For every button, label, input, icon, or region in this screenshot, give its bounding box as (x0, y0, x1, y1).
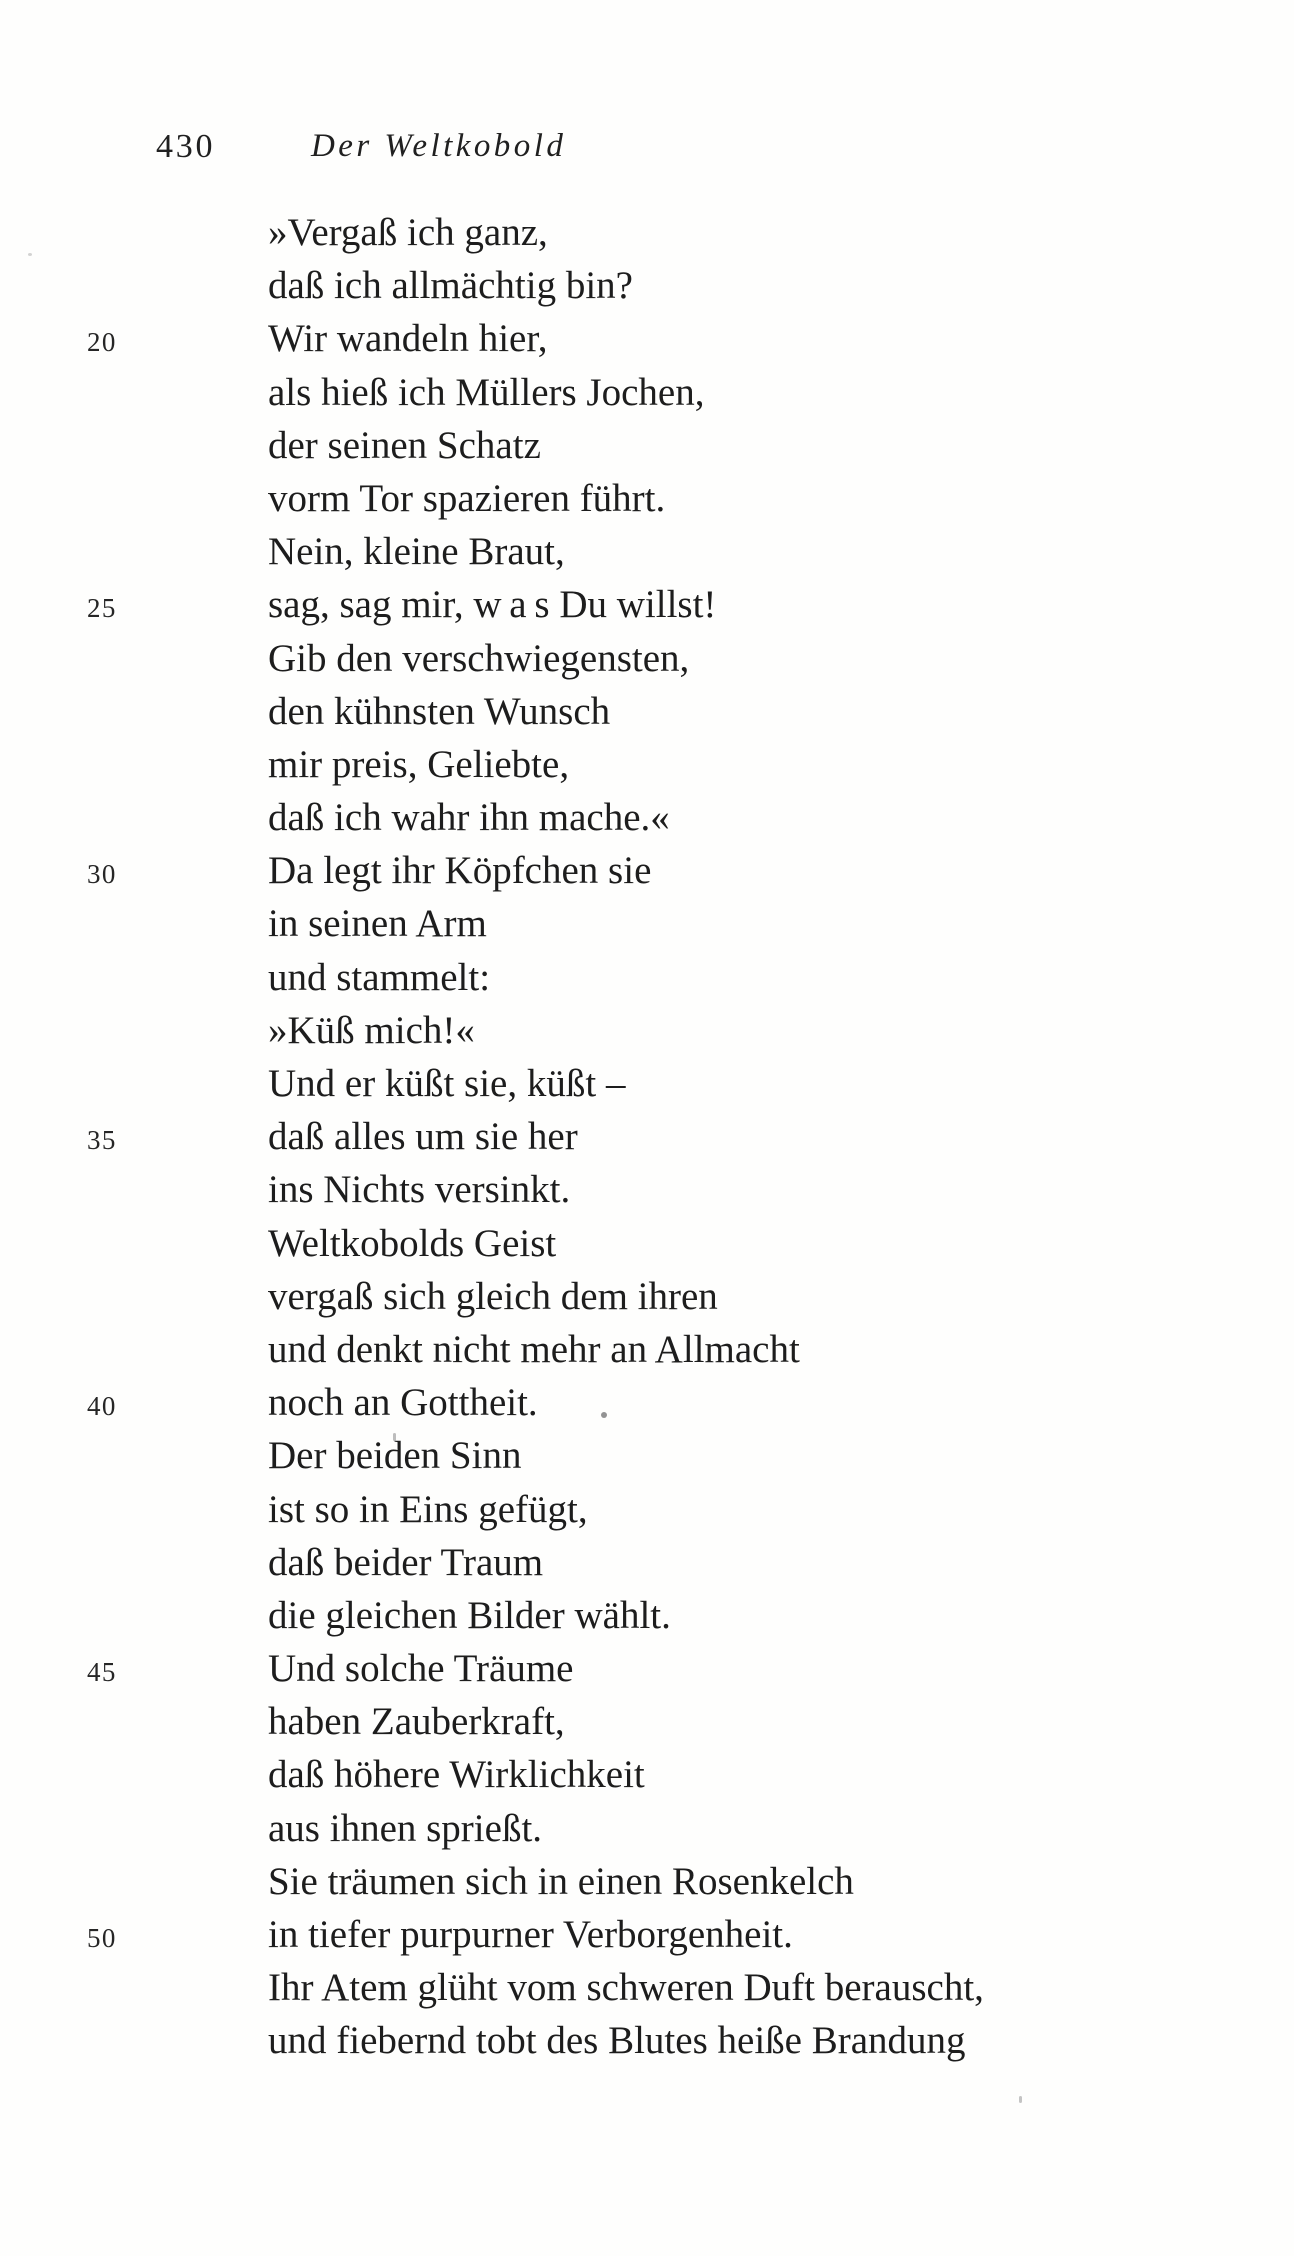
poem-line (87, 951, 1207, 1004)
poem-line (87, 738, 1207, 791)
poem-line (87, 1589, 1207, 1642)
poem-line-text: ist so in Eins gefügt, (268, 1487, 588, 1531)
scan-speck (28, 253, 32, 256)
poem-line-text: Gib den verschwiegensten, (268, 636, 690, 680)
poem-line-text: Ihr Atem glüht vom schweren Duft berauscht, (268, 1966, 984, 2010)
poem-line (87, 1802, 1207, 1855)
poem-line (87, 791, 1207, 844)
scan-speck (601, 1412, 607, 1418)
poem-line (87, 1483, 1207, 1536)
poem-line-text: Der beiden Sinn (268, 1434, 522, 1478)
poem-line (87, 1642, 1207, 1695)
poem-line-text: daß beider Traum (268, 1540, 544, 1584)
poem-line-text: und denkt nicht mehr an Allmacht (268, 1327, 800, 1371)
scan-speck (1019, 2096, 1022, 2103)
poem-line-text: vorm Tor spazieren führt. (268, 476, 666, 520)
poem-line (87, 897, 1207, 950)
poem-line-text: Und solche Träume (268, 1647, 574, 1691)
poem-line (87, 1855, 1207, 1908)
line-number: 30 (87, 859, 117, 890)
poem-line (87, 1323, 1207, 1376)
line-number: 25 (87, 593, 117, 624)
poem-line (87, 1908, 1207, 1961)
poem-line-text: Da legt ihr Köpfchen sie (268, 849, 652, 893)
poem-line-text: noch an Gottheit. (268, 1381, 538, 1425)
poem-line-text: daß alles um sie her (268, 1115, 578, 1159)
poem-line (87, 525, 1207, 578)
poem-line (87, 578, 1207, 631)
scan-speck (393, 1433, 396, 1441)
poem-line-text: daß ich wahr ihn mache.« (268, 796, 670, 840)
poem-line (87, 685, 1207, 738)
line-number: 45 (87, 1657, 117, 1688)
poem-line-text: die gleichen Bilder wählt. (268, 1593, 671, 1637)
poem-line-text: daß ich allmächtig bin? (268, 264, 633, 308)
poem-line-text: und stammelt: (268, 955, 491, 999)
poem-line (87, 1057, 1207, 1110)
poem-line (87, 259, 1207, 312)
poem-line (87, 206, 1207, 259)
poem-line-text: ins Nichts versinkt. (268, 1168, 571, 1212)
poem-line (87, 1004, 1207, 1057)
poem-line (87, 1163, 1207, 1216)
line-number: 35 (87, 1125, 117, 1156)
line-number: 40 (87, 1391, 117, 1422)
poem-line-text: haben Zauberkraft, (268, 1700, 565, 1744)
poem-line-text: aus ihnen sprießt. (268, 1806, 543, 1850)
poem-line-text: mir preis, Geliebte, (268, 742, 570, 786)
poem-line-text: Wir wandeln hier, (268, 317, 548, 361)
poem-line-text: Nein, kleine Braut, (268, 530, 565, 574)
poem-line-text: Und er küßt sie, küßt – (268, 1062, 626, 1105)
poem-line-text: Weltkobolds Geist (268, 1221, 557, 1265)
poem-line-text: als hieß ich Müllers Jochen, (268, 370, 705, 414)
poem-line-text: sag, sag mir, w a s Du willst! (268, 583, 717, 627)
poem-line-text: Sie träumen sich in einen Rosenkelch (268, 1859, 854, 1903)
line-number: 50 (87, 1923, 117, 1953)
poem-line (87, 312, 1207, 365)
poem-line (87, 366, 1207, 419)
poem-line (87, 419, 1207, 472)
running-title: Der Weltkobold (311, 128, 567, 164)
poem-line-text: und fiebernd tobt des Blutes heiße Brandung (268, 2019, 966, 2063)
poem-line (87, 1110, 1207, 1163)
poem-line (87, 472, 1207, 525)
poem-line (87, 632, 1207, 685)
poem-line (87, 1429, 1207, 1482)
poem-line (87, 1270, 1207, 1323)
poem-line-text: in seinen Arm (268, 902, 487, 946)
poem-line-text: »Küß mich!« (268, 1008, 475, 1052)
poem-line-text: »Vergaß ich ganz, (268, 211, 548, 254)
poem-line (87, 1217, 1207, 1270)
poem-line (87, 1748, 1207, 1801)
poem-line (87, 2014, 1207, 2067)
poem-text-block (87, 206, 1207, 2068)
poem-line (87, 1376, 1207, 1429)
poem-line-text: den kühnsten Wunsch (268, 689, 611, 733)
line-number: 20 (87, 327, 117, 358)
poem-line (87, 1961, 1207, 2014)
poem-line (87, 844, 1207, 897)
poem-line-text: der seinen Schatz (268, 423, 541, 467)
poem-line-text: daß höhere Wirklichkeit (268, 1753, 645, 1797)
poem-line (87, 1695, 1207, 1748)
poem-line-text: in tiefer purpurner Verborgenheit. (268, 1913, 793, 1956)
poem-line-text: vergaß sich gleich dem ihren (268, 1274, 718, 1318)
poem-line (87, 1536, 1207, 1589)
page-number: 430 (156, 128, 216, 165)
